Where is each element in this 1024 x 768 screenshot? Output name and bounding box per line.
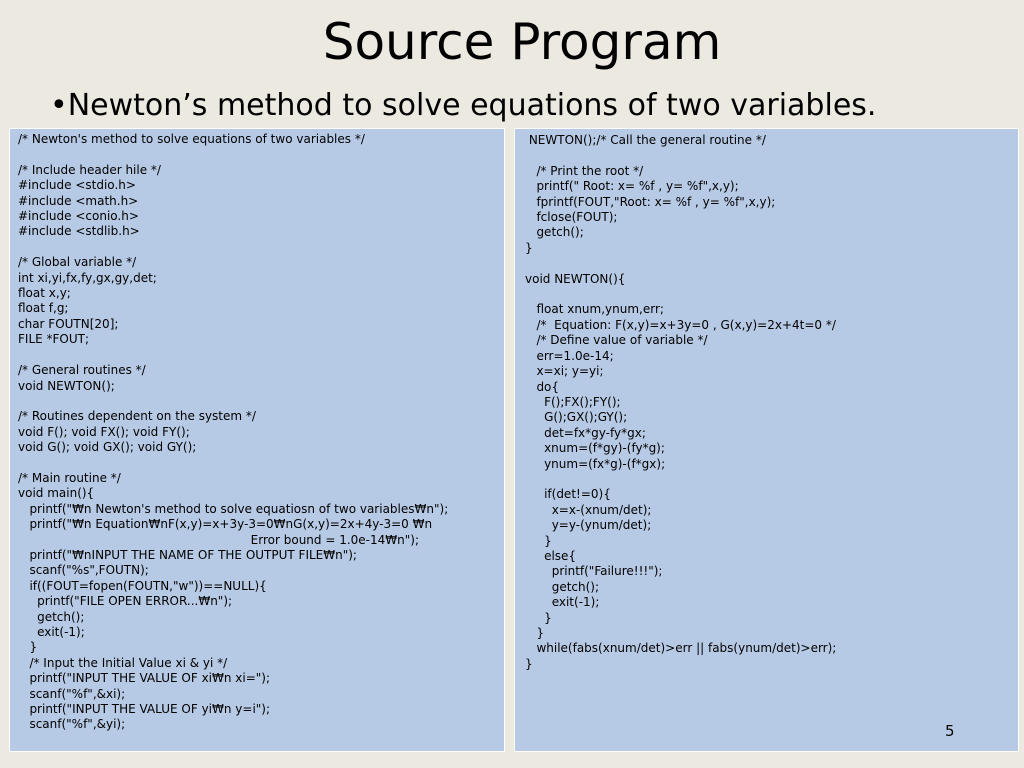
slide-subtitle: •Newton’s method to solve equations of two variables. [50,88,877,123]
source-code-left: /* Newton's method to solve equations of two variables */ /* Include header hile */ #include <stdio.h> #include <math.h> #include <conio.h> #include <stdlib.h> /* Global variable */ int xi,yi,fx,fy,gx,gy,det; float x,y; float f,g; char FOUTN[20]; FILE *FOUT; /* General routines */ void NEWTON(); /* Routines dependent on the system */ void F(); void FX(); void FY(); void G(); void GX(); void GY(); /* Main routine */ void main(){ printf("₩n Newton's method to solve equatiosn of two variables₩n"); printf("₩n Equation₩nF(x,y)=x+3y-3=0₩nG(x,y)=2x+4y-3=0 ₩n Error bound = 1.0e-14₩n"); printf("₩nINPUT THE NAME OF THE OUTPUT FILE₩n"); scanf("%s",FOUTN); if((FOUT=fopen(FOUTN,"w"))==NULL){ printf("FILE OPEN ERROR...₩n"); getch(); exit(-1); } /* Input the Initial Value xi & yi */ printf("INPUT THE VALUE OF xi₩n xi="); scanf("%f",&xi); printf("INPUT THE VALUE OF yi₩n y=i"); scanf("%f",&yi); [18,132,449,732]
source-code-right: NEWTON();/* Call the general routine */ /* Print the root */ printf(" Root: x= %f , y= %f",x,y); fprintf(FOUT,"Root: x= %f , y= %f",x,y); fclose(FOUT); getch(); } void NEWTON(){ float xnum,ynum,err; /* Equation: F(x,y)=x+3y=0 , G(x,y)=2x+4t=0 */ /* Define value of variable */ err=1.0e-14; x=xi; y=yi; do{ F();FX();FY(); G();GX();GY(); det=fx*gy-fy*gx; xnum=(f*gy)-(fy*g); ynum=(fx*g)-(f*gx); if(det!=0){ x=x-(xnum/det); y=y-(ynum/det); } else{ printf("Failure!!!"); getch(); exit(-1); } } while(fabs(xnum/det)>err || fabs(ynum/det)>err); } [525,133,837,671]
page-number: 5 [945,722,955,740]
code-panel-left [9,128,505,752]
slide-title: Source Program [322,13,722,71]
code-panel-right [514,128,1019,752]
